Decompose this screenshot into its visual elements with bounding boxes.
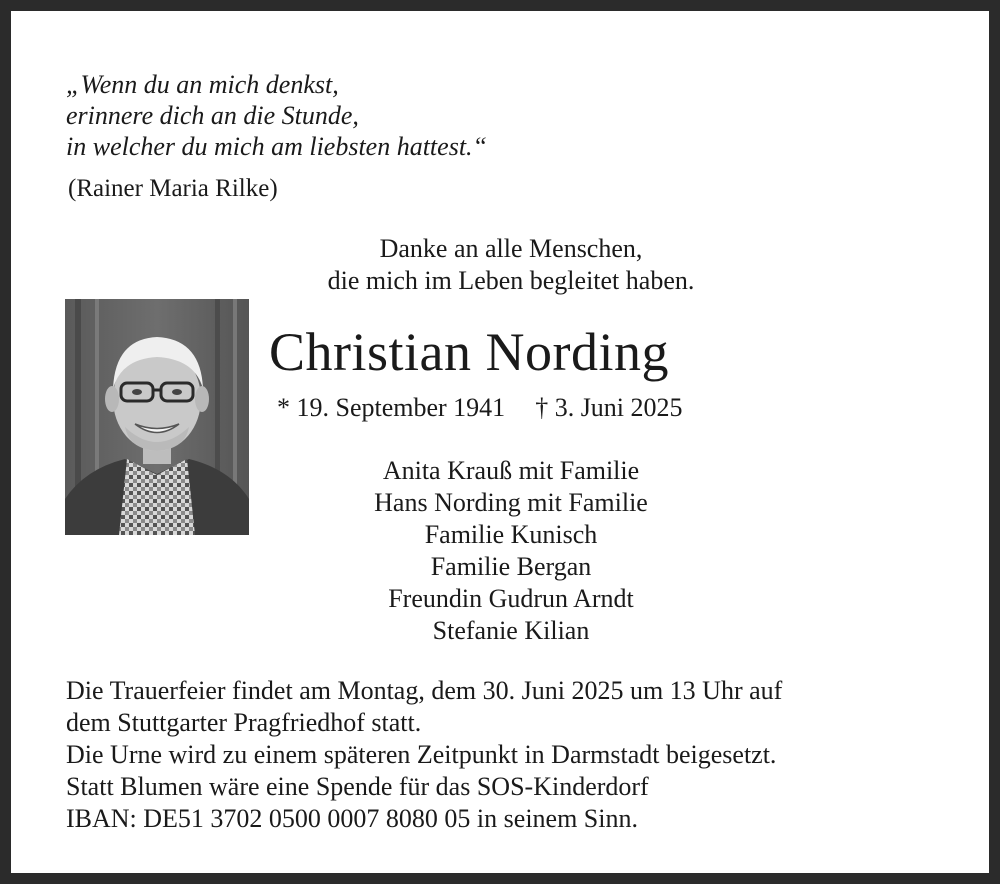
mourner-item: Freundin Gudrun Arndt bbox=[388, 584, 634, 613]
mourner-item: Hans Nording mit Familie bbox=[374, 488, 648, 517]
notice-line: dem Stuttgarter Pragfriedhof statt. bbox=[66, 708, 422, 737]
life-dates bbox=[277, 391, 683, 425]
birth-date: * 19. September 1941 bbox=[277, 393, 506, 422]
death-date: † 3. Juni 2025 bbox=[535, 393, 683, 422]
quote-line: in welcher du mich am liebsten hattest.“ bbox=[66, 132, 488, 161]
notice-line: Statt Blumen wäre eine Spende für das SOS-Kinderdorf bbox=[66, 772, 649, 801]
notice-line: Die Urne wird zu einem späteren Zeitpunkt in Darmstadt beigesetzt. bbox=[66, 740, 777, 769]
portrait-photo bbox=[65, 299, 249, 535]
mourners-list bbox=[261, 455, 761, 647]
mourner-item: Familie Kunisch bbox=[424, 520, 598, 549]
memorial-quote bbox=[66, 69, 487, 162]
funeral-notice bbox=[66, 675, 956, 835]
deceased-name: Christian Nording bbox=[269, 322, 669, 382]
mourner-item: Anita Krauß mit Familie bbox=[382, 456, 640, 485]
thanks-line: Danke an alle Menschen, bbox=[379, 234, 643, 263]
thanks-message bbox=[211, 233, 811, 297]
mourner-item: Stefanie Kilian bbox=[432, 616, 590, 645]
thanks-line: die mich im Leben begleitet haben. bbox=[327, 266, 695, 295]
quote-line: „Wenn du an mich denkst, bbox=[66, 70, 339, 99]
notice-line: IBAN: DE51 3702 0500 0007 8080 05 in seinem Sinn. bbox=[66, 804, 638, 833]
quote-author: (Rainer Maria Rilke) bbox=[68, 175, 278, 202]
notice-line: Die Trauerfeier findet am Montag, dem 30. Juni 2025 um 13 Uhr auf bbox=[66, 676, 783, 705]
mourner-item: Familie Bergan bbox=[430, 552, 592, 581]
quote-line: erinnere dich an die Stunde, bbox=[66, 101, 359, 130]
